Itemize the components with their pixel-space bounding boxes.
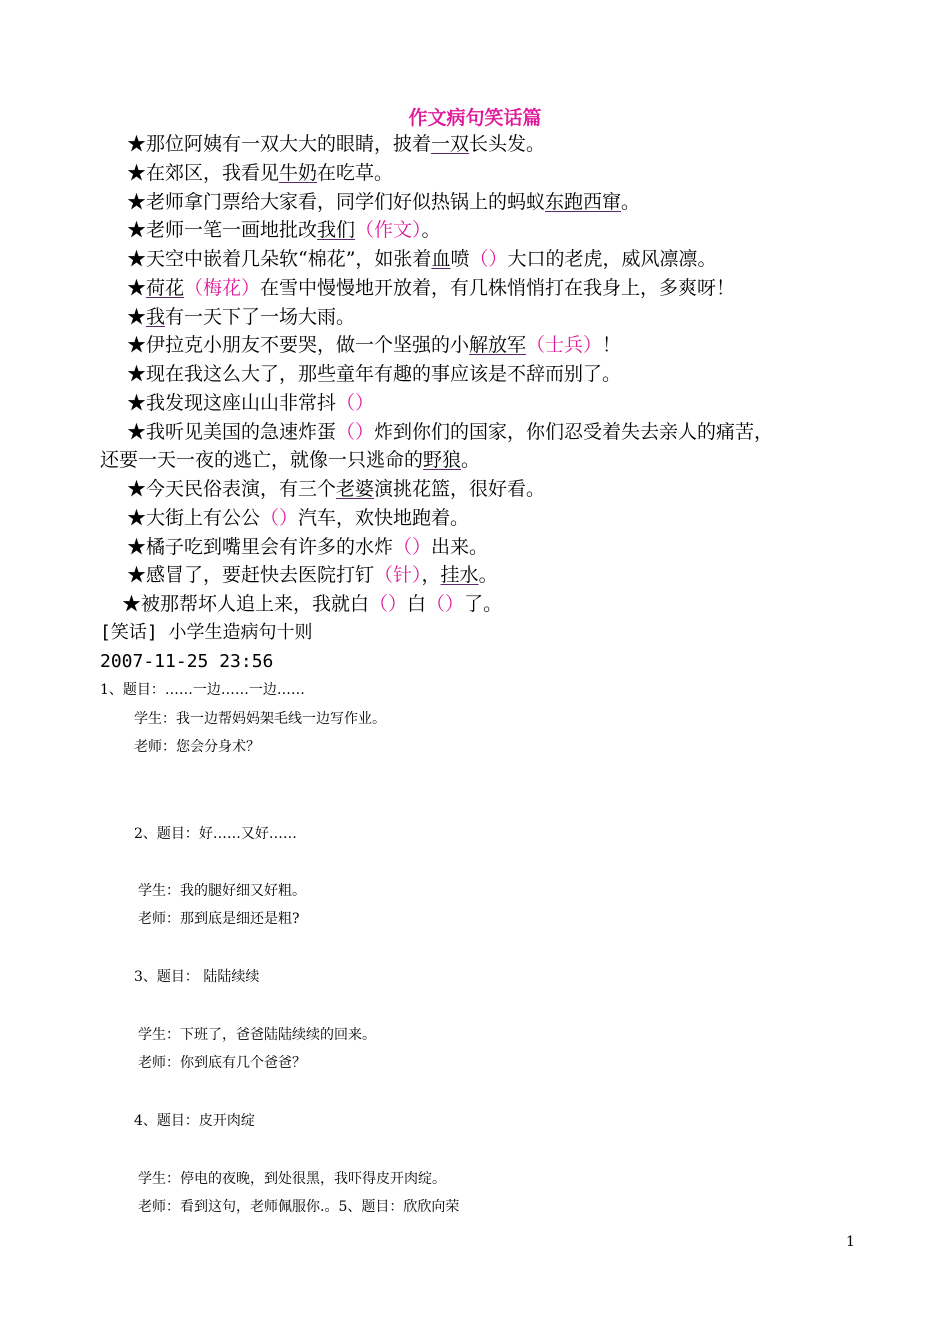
sentence-line — [127, 420, 773, 444]
sentence-text: ★感冒了，要赶快去医院打钉 — [127, 564, 375, 587]
sentence-line — [127, 190, 640, 214]
correction-text: （士兵） — [526, 334, 603, 357]
correction-text: （） — [393, 535, 432, 558]
sentence-line — [122, 592, 502, 616]
sentence-line — [127, 506, 469, 530]
sentence-line — [127, 362, 621, 386]
underlined-text: 荷花 — [146, 276, 185, 299]
sentence-text: 还要一天一夜的逃亡，就像一只逃命的 — [100, 449, 424, 472]
joke-item: 老师：你到底有几个爸爸？ — [138, 1055, 306, 1071]
sentence-text: ★天空中嵌着几朵软“棉花”，如张着 — [127, 248, 432, 270]
sentence-line — [127, 161, 393, 185]
sentence-text: 在吃草。 — [317, 161, 394, 184]
sentence-line — [127, 247, 717, 271]
correction-text: （） — [469, 248, 508, 270]
sentence-line — [127, 477, 545, 501]
joke-item: 1、题目：……一边……一边…… — [100, 682, 305, 698]
correction-text: （） — [336, 420, 375, 443]
sentence-text: 。 — [478, 564, 498, 587]
sentence-text: ★ — [127, 276, 147, 299]
joke-header: [笑话] 小学生造病句十则 — [100, 622, 313, 643]
joke-item: 学生：下班了，爸爸陆陆续续的回来。 — [138, 1027, 376, 1043]
underlined-text: 野狼 — [423, 449, 462, 472]
correction-text: （梅花） — [184, 276, 261, 299]
sentence-line — [100, 448, 480, 472]
sentence-text: 大口的老虎，威风凛凛。 — [507, 248, 717, 270]
joke-item: 老师：您会分身术？ — [134, 739, 260, 755]
underlined-text: 我 — [146, 305, 166, 328]
underlined-text: 老婆 — [336, 478, 375, 500]
underlined-text: 东跑西窜 — [545, 190, 622, 213]
document-title: 作文病句笑话篇 — [408, 107, 542, 129]
sentence-text: 。 — [421, 219, 441, 242]
joke-item: 学生：我一边帮妈妈架毛线一边写作业。 — [134, 711, 386, 727]
sentence-text: 演挑花篮，很好看。 — [374, 478, 546, 500]
sentence-text: ★大街上有公公 — [127, 506, 261, 529]
sentence-text: 汽车，欢快地跑着。 — [298, 506, 470, 529]
sentence-text: ★我听见美国的急速炸蛋 — [127, 420, 337, 443]
sentence-text: ， — [421, 564, 441, 587]
joke-item: 学生：停电的夜晚，到处很黑，我吓得皮开肉绽。 — [138, 1171, 446, 1187]
sentence-line — [127, 276, 735, 300]
sentence-text: ！ — [602, 334, 622, 357]
sentence-text: 在雪中慢慢地开放着，有几株悄悄打在我身上，多爽呀！ — [260, 276, 736, 299]
sentence-text: ★在郊区，我看见 — [127, 161, 280, 184]
joke-item: 老师：那到底是细还是粗? — [138, 911, 300, 927]
underlined-text: 解放军 — [469, 334, 527, 357]
sentence-text: ★老师拿门票给大家看，同学们好似热锅上的蚂蚁 — [127, 190, 546, 213]
sentence-text: 白 — [407, 593, 427, 615]
sentence-text: ★被那帮坏人追上来，我就白 — [122, 593, 370, 615]
sentence-line — [127, 132, 545, 156]
sentence-text: 了。 — [464, 593, 503, 615]
correction-text: （） — [426, 593, 465, 615]
underlined-text: 一双 — [431, 133, 470, 155]
sentence-line — [127, 563, 498, 587]
correction-text: （针） — [374, 564, 422, 587]
underlined-text: 牛奶 — [279, 161, 318, 184]
underlined-text: 我们 — [317, 219, 356, 242]
joke-item: 2、题目：好……又好…… — [134, 826, 297, 842]
sentence-text: 出来。 — [431, 535, 489, 558]
sentence-text: 。 — [621, 190, 641, 213]
sentence-text: 。 — [461, 449, 481, 472]
underlined-text: 挂水 — [440, 564, 479, 587]
sentence-line — [127, 305, 355, 329]
sentence-line — [127, 391, 374, 415]
sentence-text: ★老师一笔一画地批改 — [127, 219, 318, 242]
post-date: 2007-11-25 23:56 — [100, 651, 274, 672]
sentence-text: ★那位阿姨有一双大大的眼睛，披着 — [127, 133, 432, 155]
sentence-line — [127, 218, 441, 242]
sentence-text: 有一天下了一场大雨。 — [165, 305, 356, 328]
sentence-text: ★伊拉克小朋友不要哭，做一个坚强的小 — [127, 334, 470, 357]
page-number: 1 — [846, 1234, 855, 1250]
sentence-line — [127, 333, 621, 357]
joke-item: 4、题目：皮开肉绽 — [134, 1113, 255, 1129]
sentence-text: 长头发。 — [469, 133, 546, 155]
sentence-text: ★ — [127, 305, 147, 328]
sentence-text: ★今天民俗表演，有三个 — [127, 478, 337, 500]
sentence-text: ★橘子吃到嘴里会有许多的水炸 — [127, 535, 394, 558]
correction-text: （作文） — [355, 219, 422, 242]
sentence-text: 喷 — [450, 248, 470, 270]
correction-text: （） — [369, 593, 408, 615]
underlined-text: 血 — [431, 248, 451, 270]
joke-item: 3、题目： 陆陆续续 — [134, 969, 260, 985]
correction-text: （） — [336, 391, 375, 414]
sentence-text: 炸到你们的国家，你们忍受着失去亲人的痛苦， — [374, 420, 774, 443]
correction-text: （） — [260, 506, 299, 529]
joke-item: 学生：我的腿好细又好粗。 — [138, 883, 306, 899]
sentence-text: ★我发现这座山山非常抖 — [127, 391, 337, 414]
sentence-text: ★现在我这么大了，那些童年有趣的事应该是不辞而别了。 — [127, 363, 622, 385]
joke-item: 老师：看到这句，老师佩服你.。5、题目：欣欣向荣 — [138, 1199, 460, 1215]
sentence-line — [127, 535, 488, 559]
